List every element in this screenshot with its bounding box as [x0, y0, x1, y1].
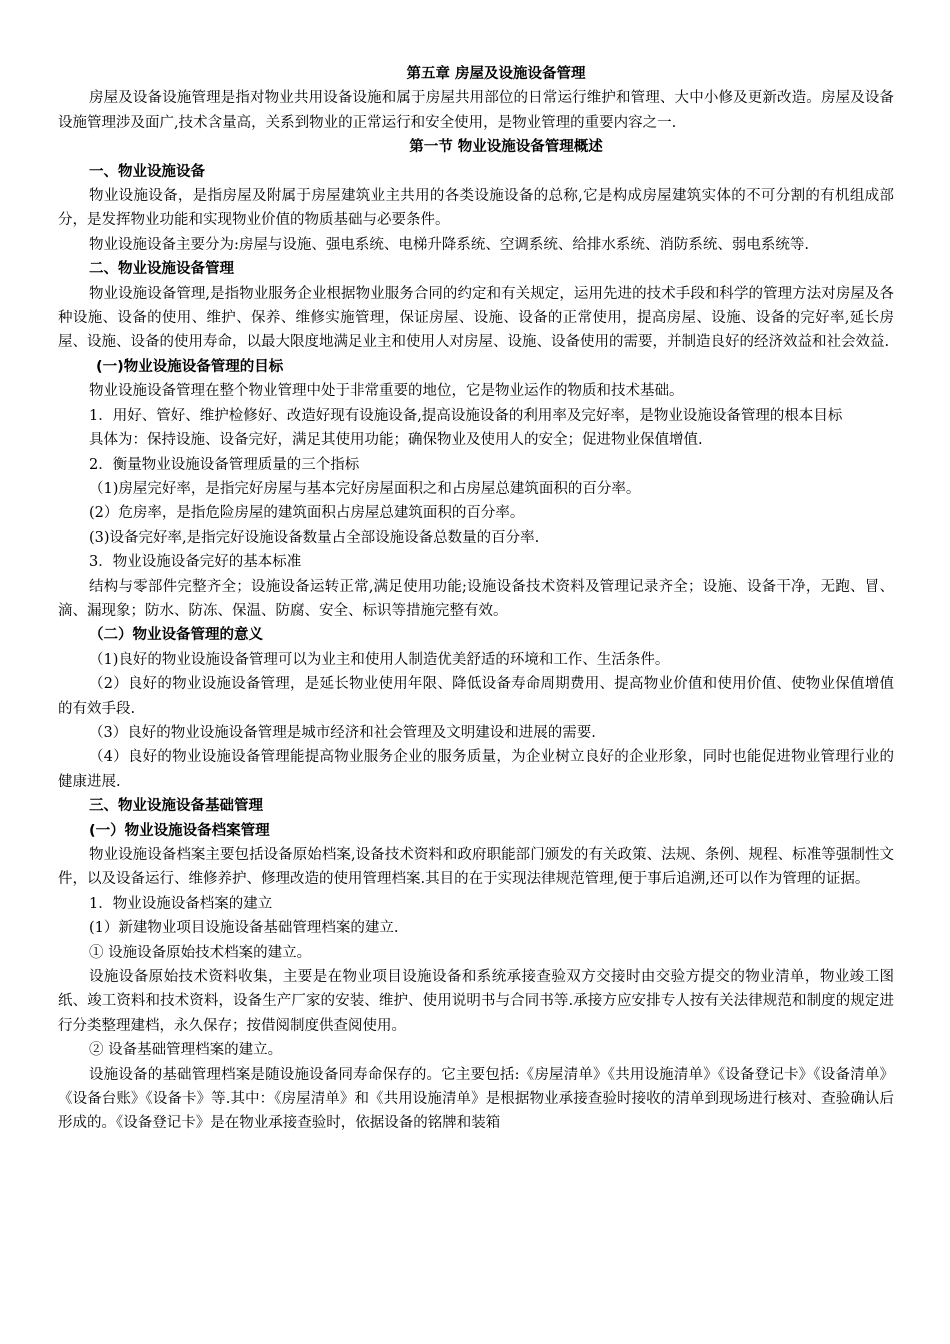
- heading-facility-management: 二、物业设施设备管理: [89, 261, 234, 278]
- paragraph: 物业设施设备主要分为:房屋与设施、强电系统、电梯升降系统、空调系统、给排水系统、消防系统、弱电系统等.: [89, 236, 809, 253]
- paragraph: （1)良好的物业设施设备管理可以为业主和使用人制造优美舒适的环境和工作、生活条件。: [89, 651, 670, 668]
- document-page: [58, 62, 894, 1136]
- chapter-title: 第五章 房屋及设施设备管理: [406, 66, 586, 82]
- paragraph: 具体为：保持设施、设备完好，满足其使用功能；确保物业及使用人的安全；促进物业保值增值.: [89, 432, 703, 449]
- paragraph: （4）良好的物业设施设备管理能提高物业服务企业的服务质量，为企业树立良好的企业形象，同时也能促进物业管理行业的健康进展.: [58, 749, 894, 790]
- paragraph: 物业设施设备档案主要包括设备原始档案,设备技术资料和政府职能部门颁发的有关政策、法规、条例、规程、标准等强制性文件，以及设备运行、维修养护、修理改造的使用管理档案.其目的在于实现法律规范管理,便于事后追溯,还可以作为管理的证据。: [58, 847, 894, 888]
- paragraph: 1．物业设施设备档案的建立: [89, 895, 273, 912]
- subheading-significance: （二）物业设备管理的意义: [89, 627, 263, 644]
- paragraph: 设施设备原始技术资料收集，主要是在物业项目设施设备和系统承接查验双方交接时由交验方提交的物业清单，物业竣工图纸、竣工资料和技术资料，设备生产厂家的安装、维护、使用说明书与合同书等.承接方应安排专人按有关法律规范和制度的规定进行分类整理建档，永久保存；按借阅制度供查阅使用。: [58, 969, 894, 1034]
- paragraph: ① 设施设备原始技术档案的建立。: [89, 944, 312, 961]
- heading-facilities: 一、物业设施设备: [89, 163, 205, 180]
- paragraph: 物业设施设备管理在整个物业管理中处于非常重要的地位，它是物业运作的物质和技术基础。: [89, 383, 684, 400]
- paragraph: 结构与零部件完整齐全；设施设备运转正常,满足使用功能;设施设备技术资料及管理记录齐全；设施、设备干净，无跑、冒、滴、漏现象；防水、防冻、保温、防腐、安全、标识等措施完整有效。: [58, 578, 894, 619]
- paragraph: 设施设备的基础管理档案是随设施设备同寿命保存的。它主要包括:《房屋清单》《共用设施清单》《设备登记卡》《设备清单》《设备台账》《设备卡》等.其中：《房屋清单》和《共用设施清单》是根据物业承接查验时接收的清单到现场进行核对、查验确认后形成的。《设备登记卡》是在物业承接查验时，依据设备的铭牌和装箱: [58, 1066, 894, 1132]
- subheading-goals: (一)物业设施设备管理的目标: [96, 358, 284, 375]
- paragraph: 物业设施设备，是指房屋及附属于房屋建筑业主共用的各类设施设备的总称,它是构成房屋建筑实体的不可分割的有机组成部分，是发挥物业功能和实现物业价值的物质基础与必要条件。: [58, 188, 894, 229]
- intro-paragraph: 房屋及设备设施管理是指对物业共用设备设施和属于房屋共用部位的日常运行维护和管理、大中小修及更新改造。房屋及设备设施管理涉及面广,技术含量高，关系到物业的正常运行和安全使用，是物业管理的重要内容之一.: [58, 90, 894, 131]
- paragraph: 3．物业设施设备完好的基本标准: [89, 554, 302, 571]
- subheading-archives: (一）物业设施设备档案管理: [89, 822, 270, 839]
- paragraph: （2）良好的物业设施设备管理，是延长物业使用年限、降低设备寿命周期费用、提高物业价值和使用价值、使物业保值增值的有效手段.: [58, 676, 894, 717]
- paragraph: (2）危房率，是指危险房屋的建筑面积占房屋总建筑面积的百分率。: [89, 505, 525, 522]
- paragraph: （1)房屋完好率，是指完好房屋与基本完好房屋面积之和占房屋总建筑面积的百分率。: [89, 480, 641, 497]
- paragraph: 物业设施设备管理,是指物业服务企业根据物业服务合同的约定和有关规定，运用先进的技术手段和科学的管理方法对房屋及各种设施、设备的使用、维护、保养、维修实施管理，保证房屋、设施、设备的正常使用，提高房屋、设施、设备的完好率,延长房屋、设施、设备的使用寿命，以最大限度地满足业主和使用人对房屋、设施、设备使用的需要，并制造良好的经济效益和社会效益.: [58, 285, 894, 351]
- section-title: 第一节 物业设施设备管理概述: [409, 139, 603, 156]
- heading-basic-management: 三、物业设施设备基础管理: [89, 798, 263, 815]
- paragraph: （3）良好的物业设施设备管理是城市经济和社会管理及文明建设和进展的需要.: [89, 724, 596, 741]
- paragraph: ② 设备基础管理档案的建立。: [89, 1042, 283, 1059]
- paragraph: (3)设备完好率,是指完好设施设备数量占全部设施设备总数量的百分率.: [89, 529, 540, 546]
- paragraph: (1）新建物业项目设施设备基础管理档案的建立.: [89, 920, 399, 937]
- paragraph: 2．衡量物业设施设备管理质量的三个指标: [89, 456, 360, 473]
- paragraph: 1．用好、管好、维护检修好、改造好现有设施设备,提高设施设备的利用率及完好率，是物业设施设备管理的根本目标: [89, 407, 843, 424]
